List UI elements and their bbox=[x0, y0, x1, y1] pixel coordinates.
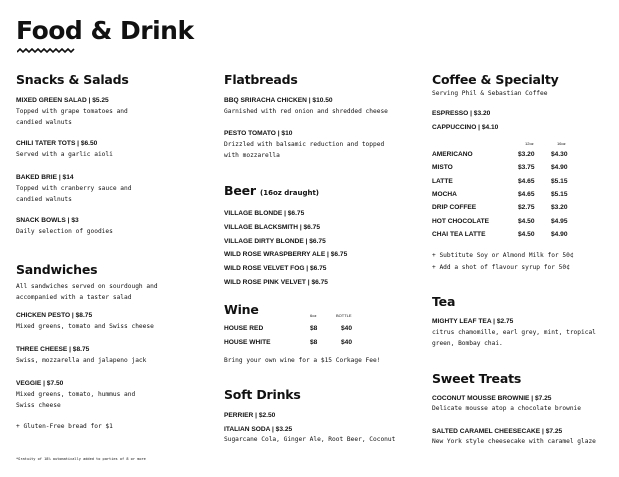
coffee-price-large: $4.90 bbox=[551, 230, 568, 238]
menu-item-desc: Garnished with red onion and shredded cheese bbox=[224, 108, 388, 115]
section-heading-coffee: Coffee & Specialty bbox=[432, 72, 559, 87]
menu-item-desc: citrus chamomille, earl grey, mint, tropical green, Bombay chai. bbox=[432, 329, 596, 347]
menu-item-name: WILD ROSE WRASPBERRY ALE | $6.75 bbox=[224, 251, 348, 259]
coffee-row-name: DRIP COFFEE bbox=[432, 204, 477, 212]
wine-row-name: HOUSE WHITE bbox=[224, 339, 271, 346]
syrup-note: + Add a shot of flavour syrup for 50¢ bbox=[432, 264, 570, 271]
menu-item-name: PERRIER | $2.50 bbox=[224, 412, 276, 419]
section-heading-flatbreads: Flatbreads bbox=[224, 72, 298, 87]
menu-item-name: COCONUT MOUSSE BROWNIE | $7.25 bbox=[432, 395, 552, 402]
page-title: Food & Drink bbox=[16, 16, 194, 45]
coffee-row-name: CHAI TEA LATTE bbox=[432, 230, 486, 238]
coffee-price-large: $4.95 bbox=[551, 217, 568, 225]
coffee-price-large: $5.15 bbox=[551, 190, 568, 198]
menu-item-name: CAPPUCCINO | $4.10 bbox=[432, 124, 499, 131]
menu-item-desc: New York style cheesecake with caramel glaze bbox=[432, 438, 596, 445]
coffee-price-small: $4.65 bbox=[518, 190, 535, 198]
menu-item-desc: Delicate mousse atop a chocolate brownie bbox=[432, 405, 582, 412]
coffee-price-large: $5.15 bbox=[551, 177, 568, 185]
menu-item-name: SNACK BOWLS | $3 bbox=[16, 217, 79, 224]
menu-item-desc: Sugarcane Cola, Ginger Ale, Root Beer, Coconut bbox=[224, 436, 396, 443]
wine-price: $8 bbox=[310, 339, 318, 346]
section-heading-tea: Tea bbox=[432, 294, 456, 309]
menu-item-name: PESTO TOMATO | $10 bbox=[224, 130, 293, 137]
menu-item-name: BAKED BRIE | $14 bbox=[16, 174, 74, 181]
beer-list bbox=[224, 207, 347, 290]
coffee-col-large: 16oz bbox=[557, 141, 566, 146]
gratuity-footnote: *Gratuity of 18% automatically added to parties of 8 or more bbox=[16, 457, 146, 461]
squiggle-divider bbox=[17, 48, 75, 54]
section-heading-beer: Beer (16oz draught) bbox=[224, 183, 319, 198]
coffee-row-name: LATTE bbox=[432, 177, 453, 185]
coffee-price-small: $3.75 bbox=[518, 164, 535, 172]
coffee-subtitle: Serving Phil & Sebastian Coffee bbox=[432, 90, 548, 97]
menu-item-name: WILD ROSE VELVET FOG | $6.75 bbox=[224, 265, 327, 273]
menu-item-desc: Drizzled with balsamic reduction and topped with mozzarella bbox=[224, 141, 385, 159]
wine-price: $40 bbox=[341, 339, 353, 346]
menu-item-name: VILLAGE DIRTY BLONDE | $6.75 bbox=[224, 237, 326, 245]
menu-item-name: CHICKEN PESTO | $8.75 bbox=[16, 312, 93, 319]
wine-row-name: HOUSE RED bbox=[224, 325, 264, 332]
section-heading-sweet-treats: Sweet Treats bbox=[432, 371, 522, 386]
menu-item-desc: Mixed greens, tomato, hummus and Swiss cheese bbox=[16, 391, 136, 409]
coffee-row-name: MOCHA bbox=[432, 190, 457, 198]
coffee-price-large: $3.20 bbox=[551, 204, 568, 212]
coffee-price-large: $4.90 bbox=[551, 164, 568, 172]
coffee-row-name: MISTO bbox=[432, 164, 453, 172]
coffee-price-small: $2.75 bbox=[518, 204, 535, 212]
menu-item-name: VILLAGE BLONDE | $6.75 bbox=[224, 210, 305, 217]
menu-item-name: THREE CHEESE | $8.75 bbox=[16, 346, 90, 353]
gluten-free-note: + Gluten-Free bread for $1 bbox=[16, 423, 113, 430]
menu-item-name: ESPRESSO | $3.20 bbox=[432, 110, 491, 117]
section-heading-sandwiches: Sandwiches bbox=[16, 262, 98, 277]
menu-item-name: VILLAGE BLACKSMITH | $6.75 bbox=[224, 223, 321, 231]
wine-price: $40 bbox=[341, 325, 353, 332]
coffee-row-name: AMERICANO bbox=[432, 151, 473, 158]
sandwiches-intro: All sandwiches served on sourdough and accompanied with a taster salad bbox=[16, 283, 158, 301]
menu-item-name: MIXED GREEN SALAD | $5.25 bbox=[16, 97, 109, 104]
wine-col-bottle: BOTTLE bbox=[336, 313, 352, 318]
menu-item-name: SALTED CARAMEL CHEESECAKE | $7.25 bbox=[432, 428, 563, 435]
menu-item-desc: Swiss, mozzarella and jalapeno jack bbox=[16, 357, 147, 364]
coffee-price-small: $4.50 bbox=[518, 217, 535, 225]
menu-item-desc: Served with a garlic aioli bbox=[16, 151, 113, 158]
menu-item-desc: Topped with cranberry sauce and candied walnuts bbox=[16, 185, 132, 203]
section-heading-wine: Wine bbox=[224, 302, 259, 317]
menu-item-desc: Topped with grape tomatoes and candied walnuts bbox=[16, 108, 128, 126]
milk-note: + Subtitute Soy or Almond Milk for 50¢ bbox=[432, 252, 574, 259]
section-heading-snacks: Snacks & Salads bbox=[16, 72, 129, 87]
beer-subheading: (16oz draught) bbox=[260, 189, 319, 197]
wine-col-glass: 6oz bbox=[310, 313, 317, 318]
menu-item-name: VEGGIE | $7.50 bbox=[16, 380, 64, 387]
menu-item-name: MIGHTY LEAF TEA | $2.75 bbox=[432, 318, 514, 325]
coffee-price-small: $4.65 bbox=[518, 177, 535, 185]
section-heading-soft-drinks: Soft Drinks bbox=[224, 387, 301, 402]
wine-price: $8 bbox=[310, 325, 318, 332]
coffee-price-large: $4.30 bbox=[551, 151, 568, 158]
corkage-note: Bring your own wine for a $15 Corkage Fee! bbox=[224, 357, 381, 364]
menu-item-name: BBQ SRIRACHA CHICKEN | $10.50 bbox=[224, 97, 333, 104]
coffee-col-small: 12oz bbox=[525, 141, 534, 146]
coffee-row-name: HOT CHOCOLATE bbox=[432, 217, 490, 225]
coffee-price-small: $3.20 bbox=[518, 151, 535, 158]
menu-item-desc: Daily selection of goodies bbox=[16, 228, 113, 235]
menu-item-desc: Mixed greens, tomato and Swiss cheese bbox=[16, 323, 154, 330]
menu-item-name: CHILI TATER TOTS | $6.50 bbox=[16, 140, 98, 147]
coffee-price-small: $4.50 bbox=[518, 230, 535, 238]
menu-item-name: ITALIAN SODA | $3.25 bbox=[224, 426, 293, 433]
menu-item-name: WILD ROSE PINK VELVET | $6.75 bbox=[224, 278, 328, 286]
